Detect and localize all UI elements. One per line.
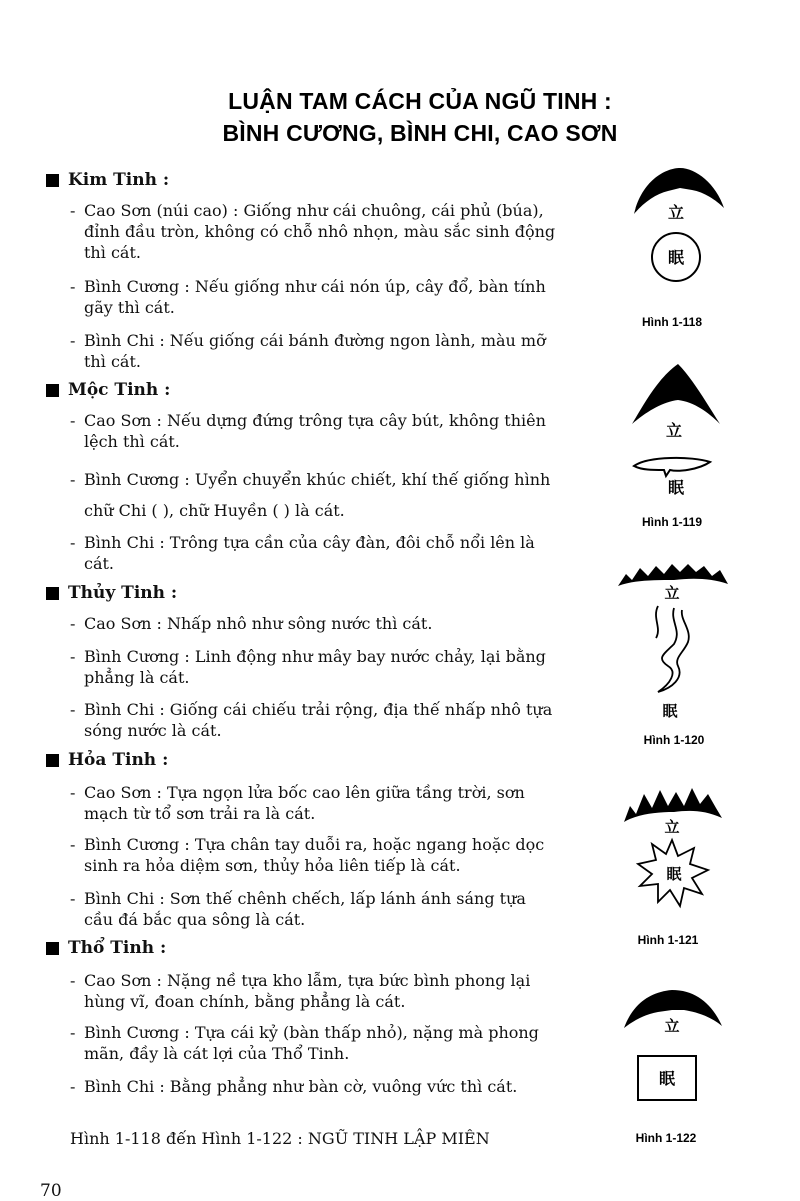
glyph-mien: 眠: [667, 248, 685, 267]
list-item: - Cao Sơn : Nặng nề tựa kho lẫm, tựa bức bình phong lại hùng vĩ, đoan chính, bằng phẳng là cát.: [70, 971, 531, 1011]
flame-peaks-icon: [624, 788, 722, 822]
glyph-mien: 眠: [662, 702, 678, 720]
figure-label: Hình 1-118: [641, 315, 703, 329]
square-bullet-icon: [46, 587, 59, 600]
glyph-lap: 立: [664, 1017, 680, 1035]
list-item: - Bình Chi : Giống cái chiếu trải rộng, địa thế nhấp nhô tựa sóng nước là cát.: [70, 700, 553, 740]
section-heading-label: Thủy Tinh :: [68, 583, 178, 603]
list-item: - Bình Cương : Tựa chân tay duỗi ra, hoặc ngang hoặc dọc sinh ra hỏa diệm sơn, thủy hỏa liên tiếp là cát.: [70, 835, 545, 875]
section-heading-label: Mộc Tinh :: [68, 380, 171, 400]
figure-1-119: [620, 360, 730, 532]
figure-1-118: [620, 158, 730, 333]
figure-1-122: [614, 980, 734, 1150]
list-item: - Bình Chi : Sơn thế chênh chếch, lấp lánh ánh sáng tựa cầu đá bắc qua sông là cát.: [70, 889, 526, 929]
list-item: - Cao Sơn (núi cao) : Giống như cái chuông, cái phủ (búa), đỉnh đầu tròn, không có chỗ nhô nhọn, màu sắc sinh động thì cát.: [70, 201, 556, 262]
figure-label: Hình 1-122: [635, 1131, 697, 1145]
glyph-mien: 眠: [658, 1069, 676, 1088]
square-bullet-icon: [46, 174, 59, 187]
wave-ridge-icon: [618, 564, 728, 586]
glyph-lap: 立: [667, 203, 685, 222]
page-number: 70: [40, 1181, 62, 1201]
page-title-line-1: LUẬN TAM CÁCH CỦA NGŨ TINH :: [228, 88, 612, 114]
figure-label: Hình 1-121: [637, 933, 699, 947]
square-bullet-icon: [46, 942, 59, 955]
winding-stream-icon: [656, 606, 689, 692]
figure-label: Hình 1-119: [641, 515, 703, 529]
section-heading-moc-tinh: [46, 380, 170, 400]
tall-mountain-icon: [632, 364, 720, 424]
list-item: - Bình Cương : Uyển chuyển khúc chiết, khí thế giống hình chữ Chi ( ), chữ Huyền ( ) là cát.: [70, 470, 551, 520]
list-item: - Cao Sơn : Nhấp nhô như sông nước thì cát.: [70, 614, 433, 633]
list-item: - Cao Sơn : Tựa ngọn lửa bốc cao lên giữa tầng trời, sơn mạch từ tổ sơn trải ra là cát.: [70, 783, 525, 823]
glyph-mien: 眠: [666, 865, 682, 883]
square-bullet-icon: [46, 754, 59, 767]
figure-1-121: [612, 778, 737, 950]
cloud-band-icon: [634, 458, 710, 476]
list-item: - Bình Cương : Linh động như mây bay nước chảy, lại bằng phẳng là cát.: [70, 647, 546, 687]
glyph-lap: 立: [664, 584, 680, 602]
figure-label: Hình 1-120: [643, 733, 705, 747]
section-heading-tho-tinh: [46, 938, 166, 958]
list-item: - Bình Cương : Nếu giống như cái nón úp, cây đổ, bàn tính gãy thì cát.: [70, 277, 546, 317]
page-title-line-2: BÌNH CƯƠNG, BÌNH CHI, CAO SƠN: [222, 120, 618, 146]
glyph-mien: 眠: [667, 478, 685, 497]
section-heading-hoa-tinh: [46, 750, 168, 770]
section-heading-thuy-tinh: [46, 583, 177, 603]
section-heading-label: Hỏa Tinh :: [68, 750, 169, 770]
glyph-lap: 立: [664, 818, 680, 836]
figure-caption: Hình 1-118 đến Hình 1-122 : NGŨ TINH LẬP MIÊN: [70, 1129, 490, 1148]
list-item: - Bình Chi : Trông tựa cần của cây đàn, đôi chỗ nổi lên là cát.: [70, 533, 535, 573]
list-item: - Bình Chi : Nếu giống cái bánh đường ngon lành, màu mỡ thì cát.: [70, 331, 546, 371]
list-item: - Bình Chi : Bằng phẳng như bàn cờ, vuông vức thì cát.: [70, 1077, 518, 1096]
section-heading-label: Kim Tinh :: [68, 170, 170, 190]
section-heading-label: Thổ Tinh :: [68, 938, 167, 958]
list-item: - Bình Cương : Tựa cái kỷ (bàn thấp nhỏ), nặng mà phong mãn, đầy là cát lợi của Thổ Tinh.: [70, 1023, 539, 1063]
square-bullet-icon: [46, 384, 59, 397]
section-heading-kim-tinh: [46, 170, 169, 190]
figure-1-120: [612, 558, 737, 748]
list-item: - Cao Sơn : Nếu dựng đứng trông tựa cây bút, không thiên lệch thì cát.: [70, 411, 546, 451]
glyph-lap: 立: [665, 421, 683, 440]
